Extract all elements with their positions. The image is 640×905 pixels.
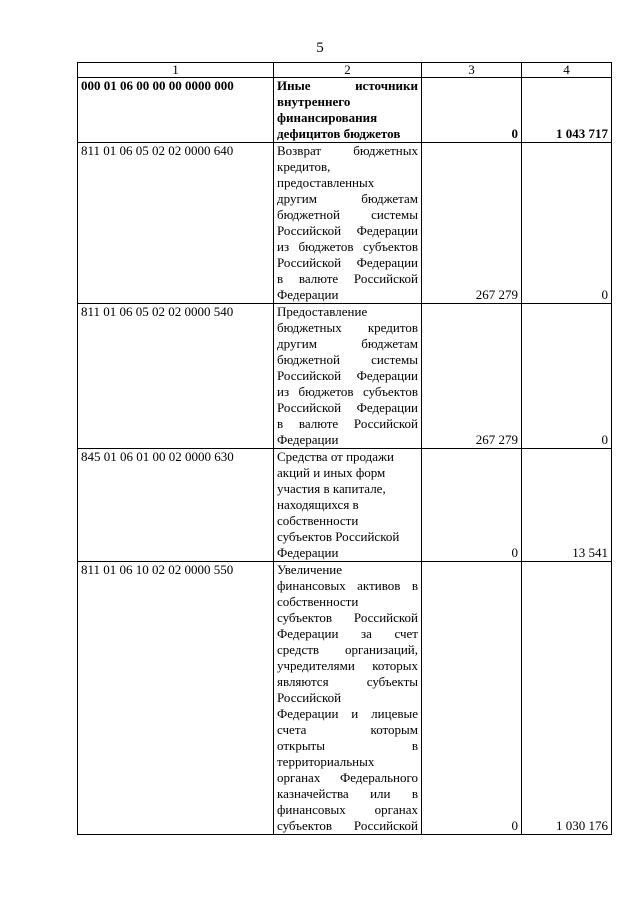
table-row bbox=[78, 304, 612, 449]
name-line: в валюте Российской bbox=[277, 416, 418, 431]
name-line: Федерации за счет bbox=[277, 626, 418, 641]
column-number-2: 2 bbox=[274, 63, 422, 78]
name-line: в валюте Российской bbox=[277, 271, 418, 286]
column-number-4: 4 bbox=[522, 63, 612, 78]
name-line: Российской Федерации bbox=[277, 368, 418, 383]
name-line: средств организаций, bbox=[277, 642, 418, 657]
name-line: дефицитов бюджетов bbox=[277, 126, 401, 141]
source-name bbox=[274, 78, 422, 143]
source-name bbox=[274, 143, 422, 304]
name-line: Российской bbox=[277, 690, 342, 705]
budget-sources-table bbox=[77, 62, 612, 835]
amount-col4: 1 043 717 bbox=[522, 78, 612, 143]
budget-code: 811 01 06 10 02 02 0000 550 bbox=[78, 562, 274, 835]
table-row bbox=[78, 449, 612, 562]
name-line: Российской Федерации bbox=[277, 255, 418, 270]
name-line: субъектов Российской bbox=[277, 529, 400, 544]
table-row bbox=[78, 143, 612, 304]
amount-col3: 0 bbox=[422, 449, 522, 562]
name-line: другим бюджетам bbox=[277, 191, 418, 206]
name-line: финансовых органах bbox=[277, 802, 418, 817]
amount-col4: 1 030 176 bbox=[522, 562, 612, 835]
amount-col4: 0 bbox=[522, 304, 612, 449]
name-line: Увеличение bbox=[277, 562, 343, 577]
source-name bbox=[274, 562, 422, 835]
name-line: находящихся в bbox=[277, 497, 359, 512]
name-line: участия в капитале, bbox=[277, 481, 386, 496]
name-line: Возврат бюджетных bbox=[277, 143, 418, 158]
name-line: Федерации bbox=[277, 432, 339, 447]
name-line: счета которым bbox=[277, 722, 418, 737]
name-line: территориальных bbox=[277, 754, 375, 769]
name-line: Федерации и лицевые bbox=[277, 706, 418, 721]
name-line: собственности bbox=[277, 513, 359, 528]
amount-col3: 267 279 bbox=[422, 143, 522, 304]
name-line: бюджетной системы bbox=[277, 352, 418, 367]
name-line: открыты в bbox=[277, 738, 418, 753]
table-row bbox=[78, 562, 612, 835]
name-line: являются субъекты bbox=[277, 674, 418, 689]
name-line: бюджетной системы bbox=[277, 207, 418, 222]
name-line: кредитов, bbox=[277, 159, 331, 174]
name-line: казначейства или в bbox=[277, 786, 418, 801]
name-line: предоставленных bbox=[277, 175, 375, 190]
name-line: Предоставление bbox=[277, 304, 368, 319]
page-number: 5 bbox=[316, 40, 324, 56]
name-line: Средства от продажи bbox=[277, 449, 394, 464]
name-line: внутреннего bbox=[277, 94, 351, 109]
name-line: учредителями которых bbox=[277, 658, 418, 673]
name-line: Федерации bbox=[277, 545, 339, 560]
table-row bbox=[78, 78, 612, 143]
name-line: субъектов Российской bbox=[277, 610, 418, 625]
name-line: другим бюджетам bbox=[277, 336, 418, 351]
budget-code: 845 01 06 01 00 02 0000 630 bbox=[78, 449, 274, 562]
name-line: финансовых активов в bbox=[277, 578, 418, 593]
budget-code: 811 01 06 05 02 02 0000 640 bbox=[78, 143, 274, 304]
name-line: субъектов Российской bbox=[277, 818, 418, 833]
amount-col3: 0 bbox=[422, 562, 522, 835]
name-line: Российской Федерации bbox=[277, 223, 418, 238]
source-name bbox=[274, 449, 422, 562]
name-line: Федерации bbox=[277, 287, 339, 302]
name-line: органах Федерального bbox=[277, 770, 418, 785]
amount-col3: 0 bbox=[422, 78, 522, 143]
name-line: бюджетных кредитов bbox=[277, 320, 418, 335]
amount-col4: 13 541 bbox=[522, 449, 612, 562]
name-line: собственности bbox=[277, 594, 359, 609]
amount-col4: 0 bbox=[522, 143, 612, 304]
column-number-1: 1 bbox=[78, 63, 274, 78]
name-line: из бюджетов субъектов bbox=[277, 384, 418, 399]
budget-code: 811 01 06 05 02 02 0000 540 bbox=[78, 304, 274, 449]
budget-code: 000 01 06 00 00 00 0000 000 bbox=[78, 78, 274, 143]
name-line: акций и иных форм bbox=[277, 465, 386, 480]
name-line: Иные источники bbox=[277, 78, 418, 93]
source-name bbox=[274, 304, 422, 449]
column-number-3: 3 bbox=[422, 63, 522, 78]
column-number-row bbox=[78, 63, 612, 78]
name-line: Российской Федерации bbox=[277, 400, 418, 415]
name-line: финансирования bbox=[277, 110, 378, 125]
name-line: из бюджетов субъектов bbox=[277, 239, 418, 254]
amount-col3: 267 279 bbox=[422, 304, 522, 449]
